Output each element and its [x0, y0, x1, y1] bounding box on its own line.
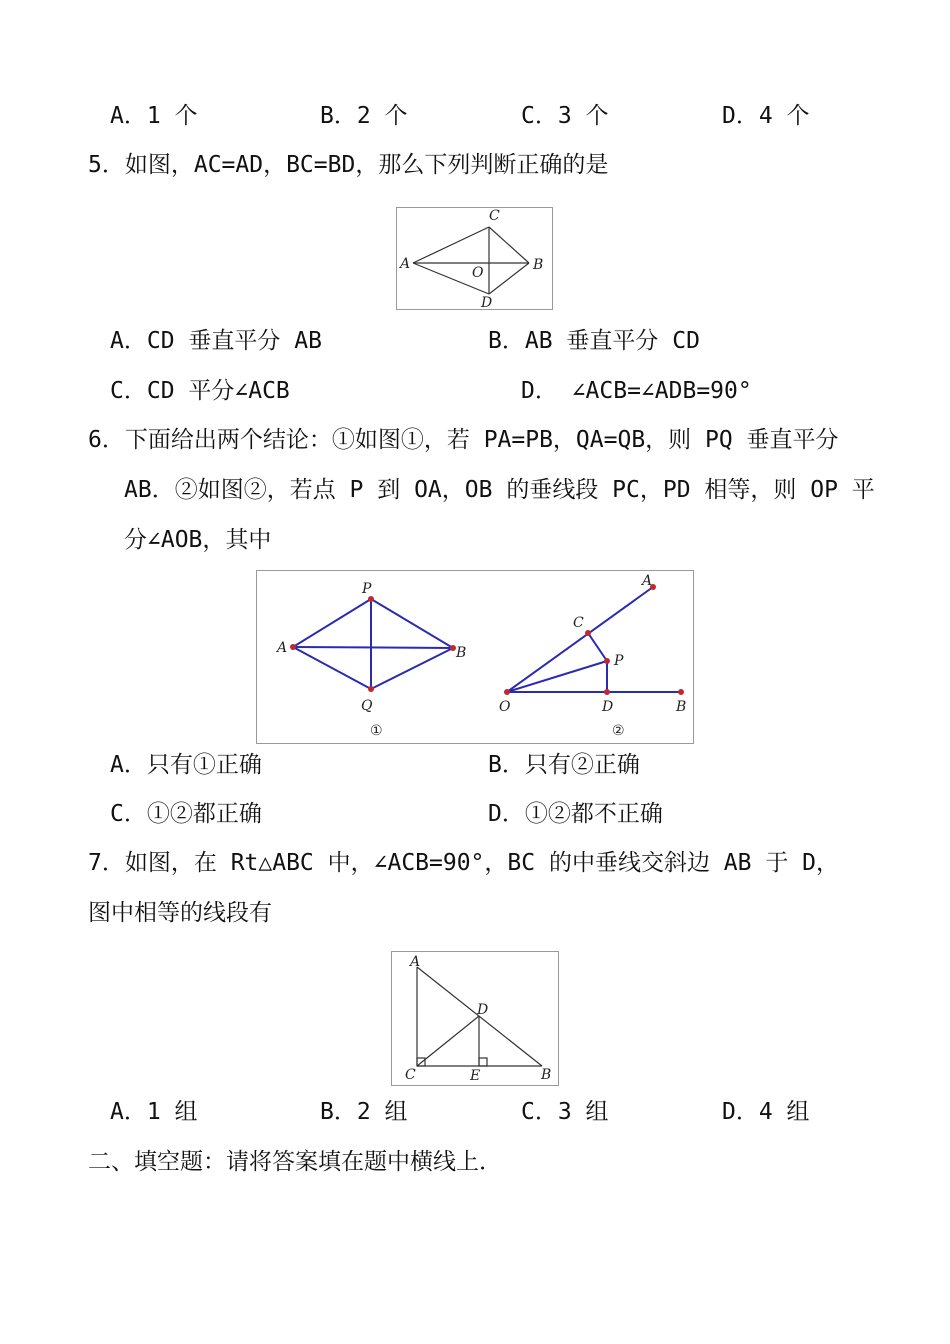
- q7-option-d: D．4 组: [722, 1099, 810, 1125]
- q5-label-b: B: [533, 257, 544, 273]
- q6-fig1-caption: ①: [370, 723, 383, 739]
- q6-fig2-label-a: A: [642, 573, 653, 589]
- q7-option-c: C．3 组: [521, 1099, 609, 1125]
- q6-fig2-point-b: [678, 689, 684, 695]
- q6-fig2-caption: ②: [612, 723, 625, 739]
- q6-option-a: A．只有①正确: [110, 752, 262, 778]
- q6-option-b: B．只有②正确: [488, 752, 640, 778]
- q7-label-e: E: [470, 1068, 481, 1084]
- q7-label-a: A: [410, 954, 421, 970]
- q6-fig2-point-c: [585, 630, 591, 636]
- q5-seg-ac: [413, 227, 489, 263]
- q6-fig2-point-p: [604, 658, 610, 664]
- q7-stem-line2: 图中相等的线段有: [88, 900, 272, 926]
- q6-fig1-lines: [293, 599, 453, 689]
- q4-option-b: B．2 个: [320, 103, 408, 129]
- q7-option-a: A．1 组: [110, 1099, 198, 1125]
- q6-fig1-label-q: Q: [361, 698, 373, 714]
- q7-label-d: D: [477, 1002, 489, 1018]
- q5-seg-db: [489, 263, 529, 294]
- q7-label-c: C: [405, 1067, 416, 1083]
- q6-stem-line3: 分∠AOB，其中: [124, 527, 272, 553]
- q6-fig1-point-q: [368, 686, 374, 692]
- q6-fig1-label-a: A: [277, 640, 288, 656]
- q6-fig2-point-d: [604, 689, 610, 695]
- q7-option-b: B．2 组: [320, 1099, 408, 1125]
- q6-option-c: C．①②都正确: [110, 801, 262, 827]
- section2-heading: 二、填空题：请将答案填在题中横线上．: [88, 1149, 502, 1175]
- q5-seg-cb: [489, 227, 529, 263]
- q7-figure: [391, 951, 559, 1086]
- q6-fig1-label-b: B: [456, 645, 467, 661]
- q5-label-a: A: [400, 256, 411, 272]
- q5-option-d: D． ∠ACB=∠ADB=90°: [521, 378, 752, 404]
- q5-label-o: O: [472, 265, 484, 281]
- q7-label-b: B: [541, 1067, 552, 1083]
- q5-option-c: C．CD 平分∠ACB: [110, 378, 290, 404]
- q5-figure: [396, 207, 553, 310]
- q6-fig2-point-o: [504, 689, 510, 695]
- q6-stem-line2: AB．②如图②，若点 P 到 OA，OB 的垂线段 PC，PD 相等，则 OP 平: [124, 477, 875, 503]
- q4-option-c: C．3 个: [521, 103, 609, 129]
- q6-figure: [256, 570, 694, 744]
- q5-label-d: D: [481, 295, 493, 309]
- q6-fig2-label-c: C: [573, 615, 584, 631]
- q6-fig1-point-a: [290, 644, 296, 650]
- q5-stem: 5．如图，AC=AD，BC=BD，那么下列判断正确的是: [88, 152, 609, 178]
- q5-option-b: B．AB 垂直平分 CD: [488, 328, 700, 354]
- q4-option-a: A．1 个: [110, 103, 198, 129]
- q6-fig2-lines: [507, 587, 681, 692]
- q4-option-d: D．4 个: [722, 103, 810, 129]
- q6-fig2-label-o: O: [499, 699, 511, 715]
- q6-fig2-label-p: P: [614, 653, 624, 669]
- q6-fig2-label-d: D: [602, 699, 614, 715]
- q6-fig1-label-p: P: [362, 581, 372, 597]
- q5-option-a: A．CD 垂直平分 AB: [110, 328, 322, 354]
- q6-stem-line1: 6．下面给出两个结论：①如图①，若 PA=PB，QA=QB，则 PQ 垂直平分: [88, 427, 839, 453]
- q7-right-angle-e: [479, 1058, 487, 1066]
- q7-seg-cd: [417, 1016, 479, 1066]
- q6-option-d: D．①②都不正确: [488, 801, 663, 827]
- q6-fig2-label-b: B: [676, 699, 687, 715]
- q7-stem-line1: 7．如图，在 Rt△ABC 中，∠ACB=90°，BC 的中垂线交斜边 AB 于 D，: [88, 850, 840, 876]
- q5-label-c: C: [489, 208, 500, 224]
